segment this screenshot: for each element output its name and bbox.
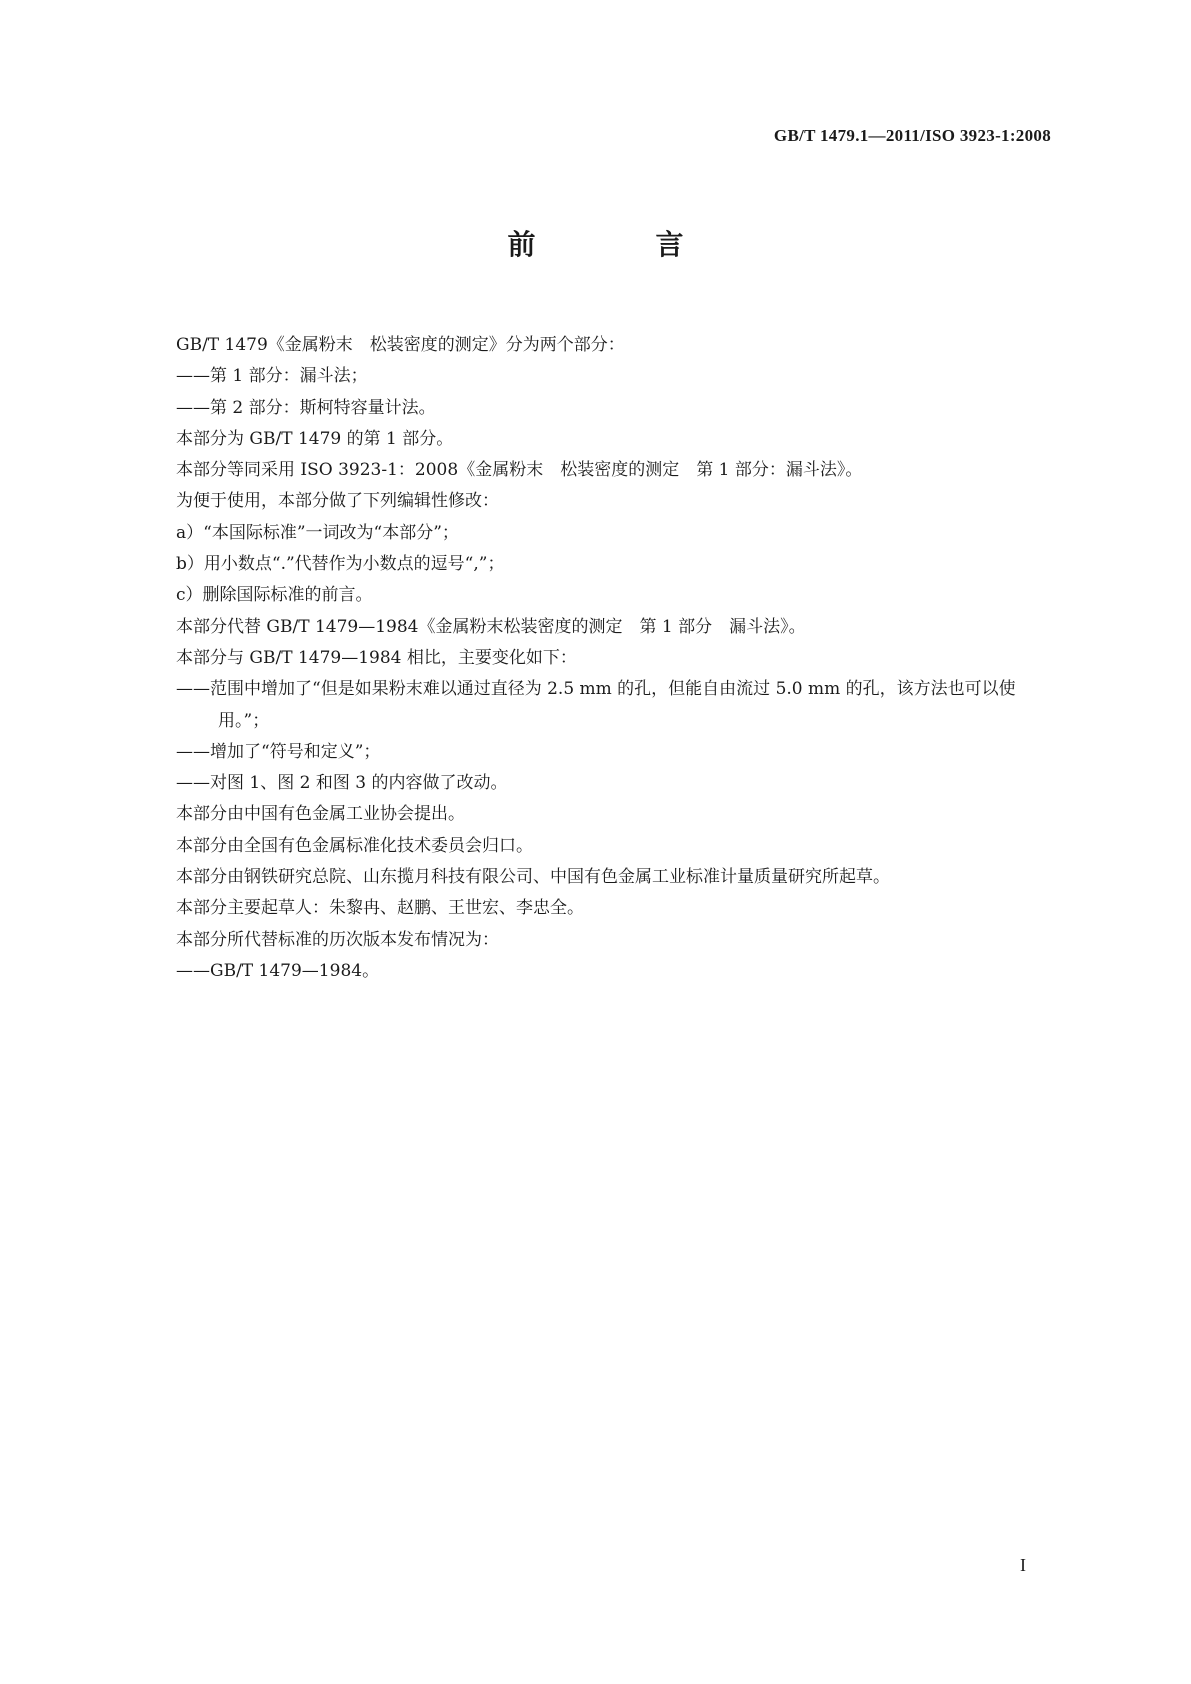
paragraph-line: 本部分为 GB/T 1479 的第 1 部分。 [176,428,454,449]
paragraph-line: 为便于使用，本部分做了下列编辑性修改： [176,491,499,512]
paragraph-line: 本部分由全国有色金属标准化技术委员会归口。 [176,835,533,856]
paragraph-line: ——第 2 部分：斯柯特容量计法。 [176,397,436,418]
paragraph-line: 本部分由钢铁研究总院、山东揽月科技有限公司、中国有色金属工业标准计量质量研究所起草。 [176,867,890,888]
list-item: ——GB/T 1479—1984。 [176,960,380,981]
paragraph-line: GB/T 1479《金属粉末 松装密度的测定》分为两个部分： [176,335,625,355]
standard-code: GB/T 1479.1—2011/ISO 3923-1:2008 [773,126,1051,145]
paragraph-line: 本部分与 GB/T 1479—1984 相比，主要变化如下： [176,647,577,668]
paragraph-line: 本部分由中国有色金属工业协会提出。 [176,804,465,825]
paragraph-line: 本部分等同采用 ISO 3923-1：2008《金属粉末 松装密度的测定 第 1 部分：漏斗法》。 [176,460,863,481]
list-item: b）用小数点“.”代替作为小数点的逗号“,”； [176,554,505,575]
list-item: ——增加了“符号和定义”； [176,741,381,762]
page-title: 前 言 [507,228,730,261]
foreword-body [176,330,1056,987]
list-item: a）“本国际标准”一词改为“本部分”； [176,522,459,543]
list-item: ——对图 1、图 2 和图 3 的内容做了改动。 [176,773,508,794]
paragraph-line: 本部分代替 GB/T 1479—1984《金属粉末松装密度的测定 第 1 部分 漏斗法》。 [176,616,806,637]
paragraph-line: ——第 1 部分：漏斗法； [176,366,368,387]
page-number: I [1020,1555,1026,1575]
paragraph-line: 本部分所代替标准的历次版本发布情况为： [176,929,499,950]
paragraph-line: 本部分主要起草人：朱黎冉、赵鹏、王世宏、李忠全。 [176,898,584,919]
list-item: c）删除国际标准的前言。 [176,585,373,606]
list-item: ——范围中增加了“但是如果粉末难以通过直径为 2.5 mm 的孔，但能自由流过 5.0 mm 的孔，该方法也可以使用。”； [176,679,1016,731]
